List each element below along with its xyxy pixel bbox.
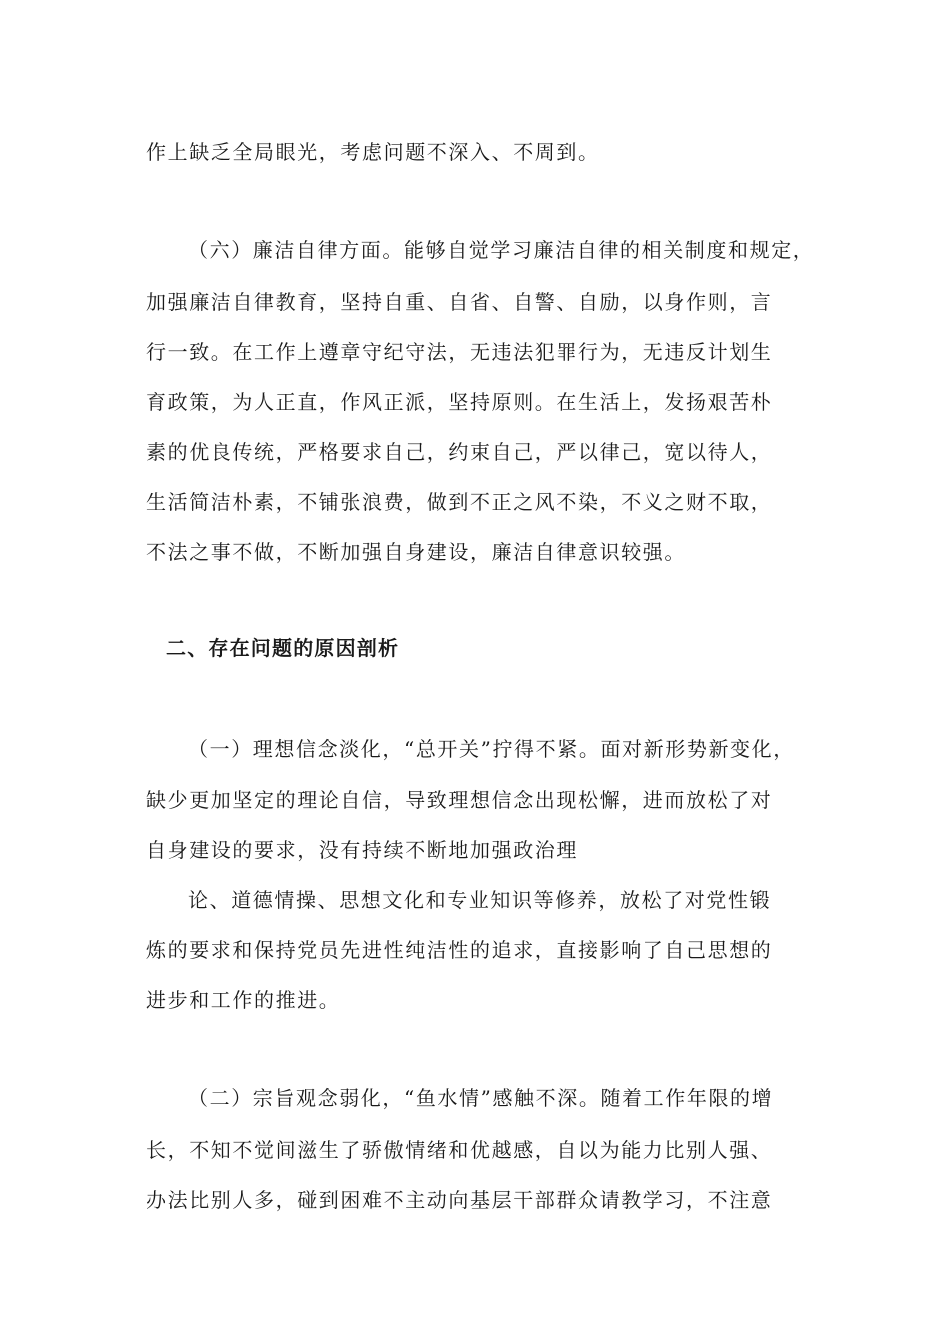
paragraph-line: 素的优良传统，严格要求自己，约束自己，严以律己，宽以待人， xyxy=(146,440,773,464)
paragraph-line: 论、道德情操、思想文化和专业知识等修养，放松了对党性锻 xyxy=(188,888,772,912)
paragraph-line: 生活简洁朴素，不铺张浪费，做到不正之风不染，不义之财不取， xyxy=(146,490,773,514)
paragraph-line: 进步和工作的推进。 xyxy=(146,988,341,1012)
paragraph-line: （二）宗旨观念弱化，“鱼水情”感触不深。随着工作年限的增 xyxy=(188,1086,774,1110)
paragraph-line: 不法之事不做，不断加强自身建设，廉洁自律意识较强。 xyxy=(146,540,686,564)
paragraph-line: 加强廉洁自律教育，坚持自重、自省、自警、自励，以身作则，言 xyxy=(146,290,773,314)
paragraph-line: （六）廉洁自律方面。能够自觉学习廉洁自律的相关制度和规定， xyxy=(188,238,815,262)
paragraph-line: 长，不知不觉间滋生了骄傲情绪和优越感，自以为能力比别人强、 xyxy=(146,1138,773,1162)
paragraph-line: 炼的要求和保持党员先进性纯洁性的追求，直接影响了自己思想的 xyxy=(146,938,773,962)
paragraph-line: 办法比别人多，碰到困难不主动向基层干部群众请教学习，不注意 xyxy=(146,1188,773,1212)
paragraph-line: 缺少更加坚定的理论自信，导致理想信念出现松懈，进而放松了对 xyxy=(146,788,773,812)
paragraph-line: 行一致。在工作上遵章守纪守法，无违法犯罪行为，无违反计划生 xyxy=(146,340,773,364)
paragraph-line: （一）理想信念淡化，“总开关”拧得不紧。面对新形势新变化， xyxy=(188,737,795,761)
paragraph-line: 育政策，为人正直，作风正派，坚持原则。在生活上，发扬艰苦朴 xyxy=(146,390,773,414)
paragraph-line: 作上缺乏全局眼光，考虑问题不深入、不周到。 xyxy=(146,140,600,164)
paragraph-line: 自身建设的要求，没有持续不断地加强政治理 xyxy=(146,838,578,862)
section-heading: 二、存在问题的原因剖析 xyxy=(166,636,400,660)
